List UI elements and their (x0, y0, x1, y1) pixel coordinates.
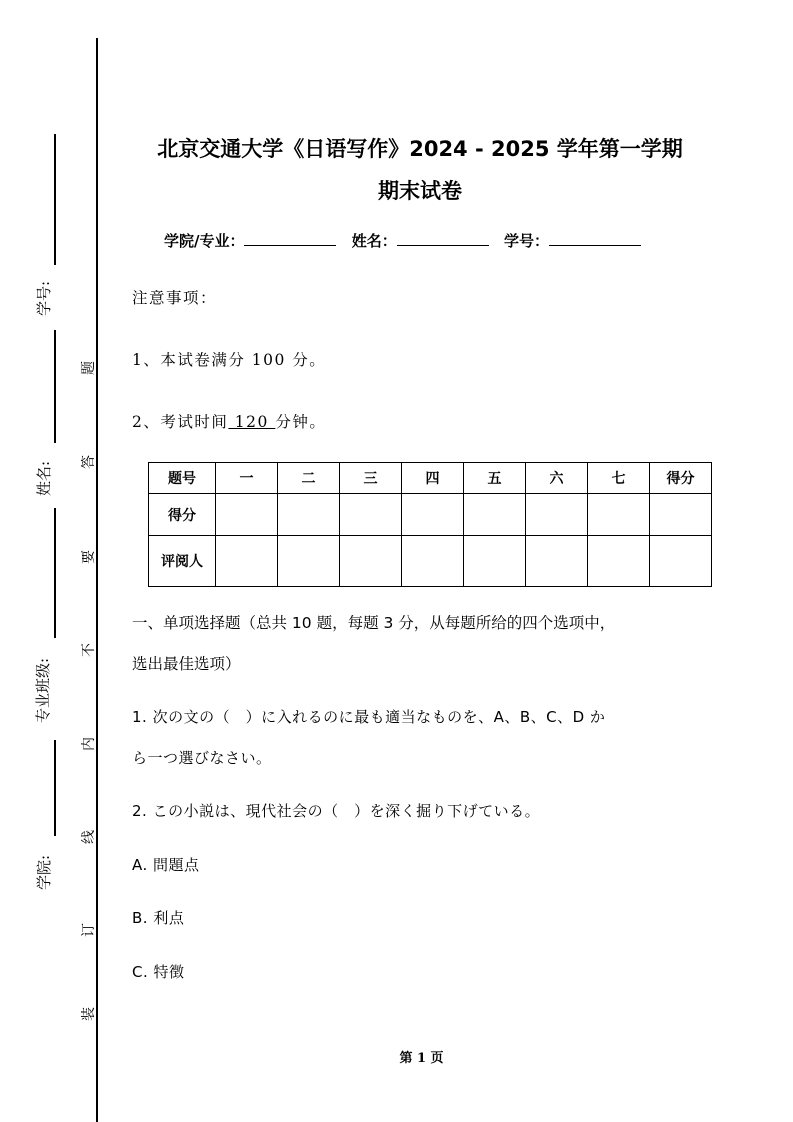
score-table-row (149, 494, 712, 536)
margin-field-line (54, 330, 56, 443)
header-cell: 得分 (650, 463, 712, 494)
margin-char: 内 (81, 737, 97, 751)
margin-char: 要 (81, 550, 97, 564)
margin-char: 答 (81, 455, 97, 469)
college-blank[interactable] (244, 231, 336, 246)
option-text: 特徴 (153, 963, 185, 981)
score-cell[interactable] (464, 494, 526, 536)
page-subtitle: 期末试卷 (378, 179, 462, 203)
margin-char: 题 (81, 361, 97, 375)
grader-cell[interactable] (464, 536, 526, 587)
score-cell[interactable] (340, 494, 402, 536)
margin-label-college: 学院: (35, 854, 54, 891)
header-cell: 三 (340, 463, 402, 494)
header-cell: 二 (278, 463, 340, 494)
student-info-row (164, 230, 651, 251)
score-cell[interactable] (216, 494, 278, 536)
section-heading-line2: 选出最佳选项） (132, 655, 241, 673)
margin-char: 线 (81, 830, 97, 844)
header-cell: 七 (588, 463, 650, 494)
notes-item-1: 1、本试卷满分 100 分。 (132, 351, 327, 369)
instruction-line1: 1. 次の文の（ ）に入れるのに最も適当なものを、A、B、C、D か (132, 708, 606, 726)
grader-cell[interactable] (526, 536, 588, 587)
option-label: A. (132, 856, 148, 874)
score-cell[interactable] (588, 494, 650, 536)
score-cell[interactable] (526, 494, 588, 536)
notes-item-2 (132, 410, 326, 432)
row-label: 得分 (149, 494, 216, 536)
option-b[interactable] (132, 907, 184, 928)
student-id-label: 学号： (503, 232, 549, 250)
name-blank[interactable] (397, 231, 489, 246)
college-label: 学院/专业： (164, 232, 245, 250)
page-title: 北京交通大学《日语写作》2024 - 2025 学年第一学期 (157, 137, 683, 161)
margin-label-student-id: 学号: (35, 280, 54, 317)
notes-item-2-suffix: 分钟。 (275, 413, 327, 431)
question-2: 2. この小説は、現代社会の（ ）を深く掘り下げている。 (132, 802, 541, 820)
page-number: 第 1 页 (399, 1051, 444, 1066)
notes-heading: 注意事项： (132, 289, 218, 307)
binding-line (96, 38, 98, 1122)
option-a[interactable] (132, 854, 200, 875)
score-table-row (149, 536, 712, 587)
score-table-header-row (149, 463, 712, 494)
score-cell[interactable] (278, 494, 340, 536)
header-cell: 五 (464, 463, 526, 494)
exam-duration-value: 120 (228, 413, 276, 431)
header-cell: 四 (402, 463, 464, 494)
margin-field-line (54, 508, 56, 638)
grader-cell[interactable] (588, 536, 650, 587)
score-table (148, 462, 712, 587)
option-label: C. (132, 963, 149, 981)
name-label: 姓名： (351, 232, 397, 250)
score-cell[interactable] (650, 494, 712, 536)
option-text: 問題点 (153, 856, 200, 874)
grader-cell[interactable] (402, 536, 464, 587)
margin-field-line (54, 134, 56, 265)
student-id-blank[interactable] (549, 231, 641, 246)
instruction-line2: ら一つ選びなさい。 (132, 749, 272, 767)
grader-cell[interactable] (278, 536, 340, 587)
margin-char: 装 (81, 1007, 97, 1021)
header-cell: 题号 (149, 463, 216, 494)
grader-cell[interactable] (340, 536, 402, 587)
option-c[interactable] (132, 961, 185, 982)
row-label: 评阅人 (149, 536, 216, 587)
margin-label-name: 姓名: (35, 460, 54, 497)
margin-label-major-class: 专业班级: (34, 657, 53, 724)
margin-char: 订 (81, 923, 97, 937)
score-cell[interactable] (402, 494, 464, 536)
grader-cell[interactable] (216, 536, 278, 587)
section-heading-line1: 一、单项选择题（总共 10 题，每题 3 分，从每题所给的四个选项中， (132, 614, 616, 632)
option-text: 利点 (153, 909, 185, 927)
grader-cell[interactable] (650, 536, 712, 587)
option-label: B. (132, 909, 149, 927)
notes-item-2-prefix: 2、考试时间 (132, 413, 229, 431)
header-cell: 六 (526, 463, 588, 494)
margin-field-line (54, 740, 56, 836)
margin-char: 不 (81, 643, 97, 657)
header-cell: 一 (216, 463, 278, 494)
